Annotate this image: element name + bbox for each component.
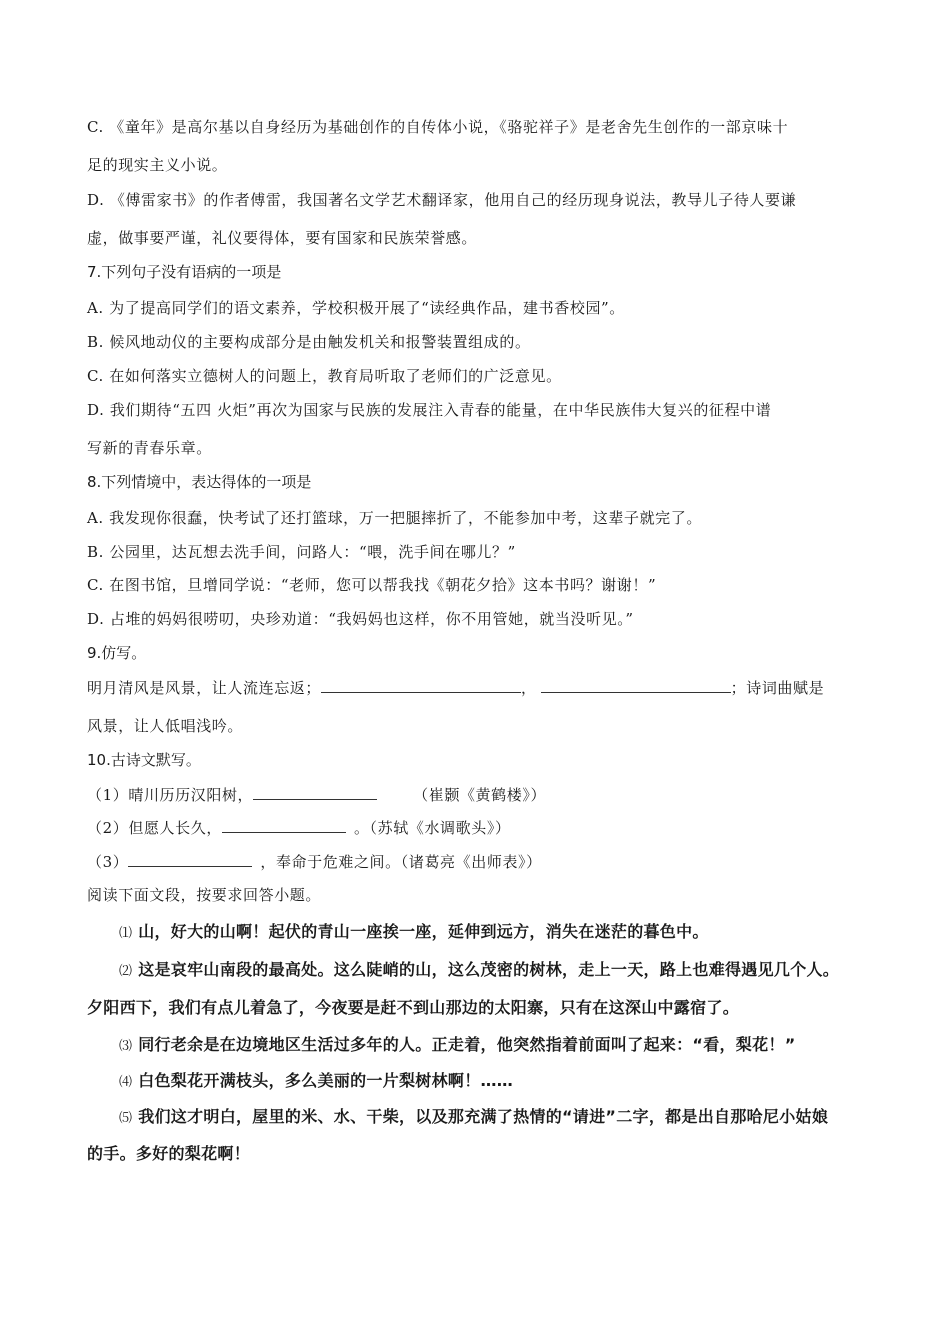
q10-item-2-blank[interactable] xyxy=(222,818,346,833)
q9-line1 xyxy=(87,677,824,698)
reading-paragraph-5-line2: 的手。多好的梨花啊！ xyxy=(87,1144,251,1163)
reading-paragraph-4 xyxy=(119,1068,513,1091)
q6-option-d-line2: 虚，做事要严谨，礼仪要得体，要有国家和民族荣誉感。 xyxy=(87,229,478,247)
q7-title: 7.下列句子没有语病的一项是 xyxy=(87,263,282,281)
q9-separator: ， xyxy=(521,679,537,697)
q9-title: 9.仿写。 xyxy=(87,644,147,662)
q8-option-d: D. 占堆的妈妈很唠叨，央珍劝道：“我妈妈也这样，你不用管她，就当没听见。” xyxy=(87,610,634,628)
q7-option-d-line1: D. 我们期待“五四 火炬”再次为国家与民族的发展注入青春的能量，在中华民族伟大复兴的征程中谱 xyxy=(87,401,772,419)
paragraph-text: 白色梨花开满枝头，多么美丽的一片梨树林啊！…… xyxy=(138,1071,514,1090)
q7-option-c: C. 在如何落实立德树人的问题上，教育局听取了老师们的广泛意见。 xyxy=(87,367,562,385)
reading-paragraph-5-line1 xyxy=(119,1104,828,1127)
paragraph-number: ⑵ xyxy=(119,964,133,979)
q6-option-c-line1: C. 《童年》是高尔基以自身经历为基础创作的自传体小说，《骆驼祥子》是老舍先生创作的一部京味十 xyxy=(87,118,789,136)
q9-answer-blank-2[interactable] xyxy=(541,678,731,693)
paragraph-number: ⑸ xyxy=(119,1111,133,1126)
q9-suffix-text: ；诗词曲赋是 xyxy=(730,679,825,697)
reading-paragraph-2-line2: 夕阳西下，我们有点儿着急了，今夜要是赶不到山那边的太阳寨，只有在这深山中露宿了。 xyxy=(87,998,740,1017)
q10-item-3 xyxy=(87,851,542,872)
q10-item-1 xyxy=(87,784,546,805)
q10-item-2-source: 。（苏轼《水调歌头》） xyxy=(353,819,511,837)
paragraph-number: ⑷ xyxy=(119,1075,133,1090)
paragraph-text: 山，好大的山啊！起伏的青山一座挨一座，延伸到远方，消失在迷茫的暮色中。 xyxy=(138,922,709,941)
q7-option-a: A. 为了提高同学们的语文素养，学校积极开展了“读经典作品，建书香校园”。 xyxy=(87,299,625,317)
q10-item-2-text: （2）但愿人长久， xyxy=(87,819,222,837)
q8-option-b: B. 公园里，达瓦想去洗手间，问路人：“喂，洗手间在哪儿？” xyxy=(87,543,516,561)
q8-title: 8.下列情境中，表达得体的一项是 xyxy=(87,473,312,491)
reading-paragraph-1 xyxy=(119,919,709,942)
reading-paragraph-3 xyxy=(119,1032,796,1055)
reading-paragraph-2-line1 xyxy=(119,957,839,980)
q10-item-2 xyxy=(87,817,511,838)
q7-option-b: B. 候风地动仪的主要构成部分是由触发机关和报警装置组成的。 xyxy=(87,333,531,351)
q8-option-a: A. 我发现你很蠢，快考试了还打篮球，万一把腿摔折了，不能参加中考，这辈子就完了。 xyxy=(87,509,702,527)
q10-item-1-blank[interactable] xyxy=(253,785,377,800)
paragraph-text: 这是哀牢山南段的最高处。这么陡峭的山，这么茂密的树林，走上一天，路上也难得遇见几个人。 xyxy=(138,960,840,979)
q7-option-d-line2: 写新的青春乐章。 xyxy=(87,439,212,457)
q6-option-c-line2: 足的现实主义小说。 xyxy=(87,156,228,174)
q10-item-3-label: （3） xyxy=(87,853,129,871)
paragraph-number: ⑶ xyxy=(119,1039,133,1054)
q10-item-3-blank[interactable] xyxy=(128,852,252,867)
q6-option-d-line1: D. 《傅雷家书》的作者傅雷，我国著名文学艺术翻译家，他用自己的经历现身说法，教导儿子待人要谦 xyxy=(87,191,797,209)
q8-option-c: C. 在图书馆，旦增同学说：“老师，您可以帮我找《朝花夕拾》这本书吗？谢谢！” xyxy=(87,576,657,594)
q10-title: 10.古诗文默写。 xyxy=(87,751,201,769)
q9-prompt-text: 明月清风是风景，让人流连忘返； xyxy=(87,679,322,697)
q10-item-1-source: （崔颢《黄鹤楼》） xyxy=(413,786,547,804)
q9-answer-blank-1[interactable] xyxy=(321,678,521,693)
paragraph-text: 我们这才明白，屋里的米、水、干柴，以及那充满了热情的“请进”二字，都是出自那哈尼小姑娘 xyxy=(138,1107,829,1126)
reading-intro: 阅读下面文段，按要求回答小题。 xyxy=(87,886,322,904)
q10-item-3-source: ，奉命于危难之间。（诸葛亮《出师表》） xyxy=(260,853,542,871)
paragraph-number: ⑴ xyxy=(119,926,133,941)
q9-line2: 风景，让人低唱浅吟。 xyxy=(87,717,244,735)
q10-item-1-text: （1）晴川历历汉阳树， xyxy=(87,786,254,804)
paragraph-text: 同行老余是在边境地区生活过多年的人。正走着，他突然指着前面叫了起来：“看，梨花！” xyxy=(138,1035,796,1054)
